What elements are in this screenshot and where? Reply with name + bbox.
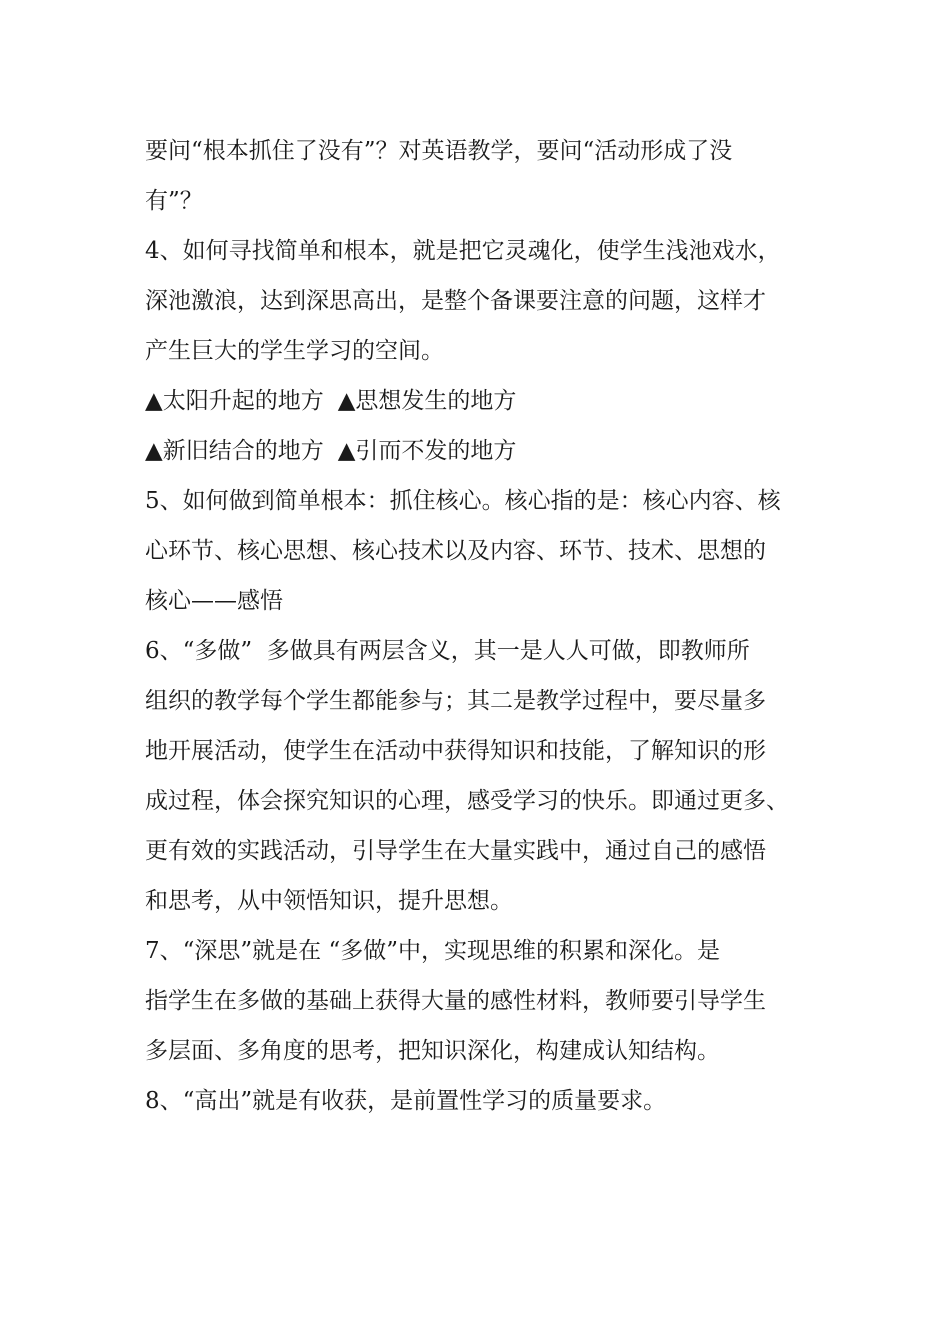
text-line: 5、如何做到简单根本：抓住核心。核心指的是：核心内容、核	[145, 488, 781, 514]
text-line: 4、如何寻找简单和根本，就是把它灵魂化，使学生浅池戏水，	[145, 238, 781, 264]
bullet-item: ▲思想发生的地方	[337, 388, 517, 414]
text-line: 和思考，从中领悟知识，提升思想。	[145, 888, 513, 914]
text-line: 组织的教学每个学生都能参与；其二是教学过程中，要尽量多	[145, 688, 766, 714]
bullet-item: ▲引而不发的地方	[337, 438, 517, 464]
text-line: 更有效的实践活动，引导学生在大量实践中，通过自己的感悟	[145, 838, 766, 864]
text-line: 成过程，体会探究知识的心理，感受学习的快乐。即通过更多、	[145, 788, 789, 814]
bullet-item: ▲太阳升起的地方	[145, 388, 324, 414]
bullet-item: ▲新旧结合的地方	[145, 438, 324, 464]
text-line: 产生巨大的学生学习的空间。	[145, 338, 444, 364]
text-line: 地开展活动，使学生在活动中获得知识和技能，了解知识的形	[145, 738, 766, 764]
text-line: 7、“深思”就是在 “多做”中，实现思维的积累和深化。是	[145, 938, 720, 964]
text-line: 多层面、多角度的思考，把知识深化，构建成认知结构。	[145, 1038, 720, 1064]
text-line: 有”？	[145, 188, 203, 214]
text-line: 8、“高出”就是有收获，是前置性学习的质量要求。	[145, 1088, 667, 1114]
text-line: 要问“根本抓住了没有”？对英语教学，要问“活动形成了没	[145, 138, 733, 164]
text-line: 6、“多做” 多做具有两层含义，其一是人人可做，即教师所	[145, 638, 750, 664]
text-line: 心环节、核心思想、核心技术以及内容、环节、技术、思想的	[145, 538, 766, 564]
text-line: 指学生在多做的基础上获得大量的感性材料，教师要引导学生	[145, 988, 766, 1014]
bullet-line	[145, 426, 810, 476]
document-body	[145, 126, 810, 1126]
text-line: 深池激浪，达到深思高出，是整个备课要注意的问题，这样才	[145, 288, 766, 314]
bullet-line	[145, 376, 810, 426]
text-line: 核心——感悟	[145, 588, 283, 614]
